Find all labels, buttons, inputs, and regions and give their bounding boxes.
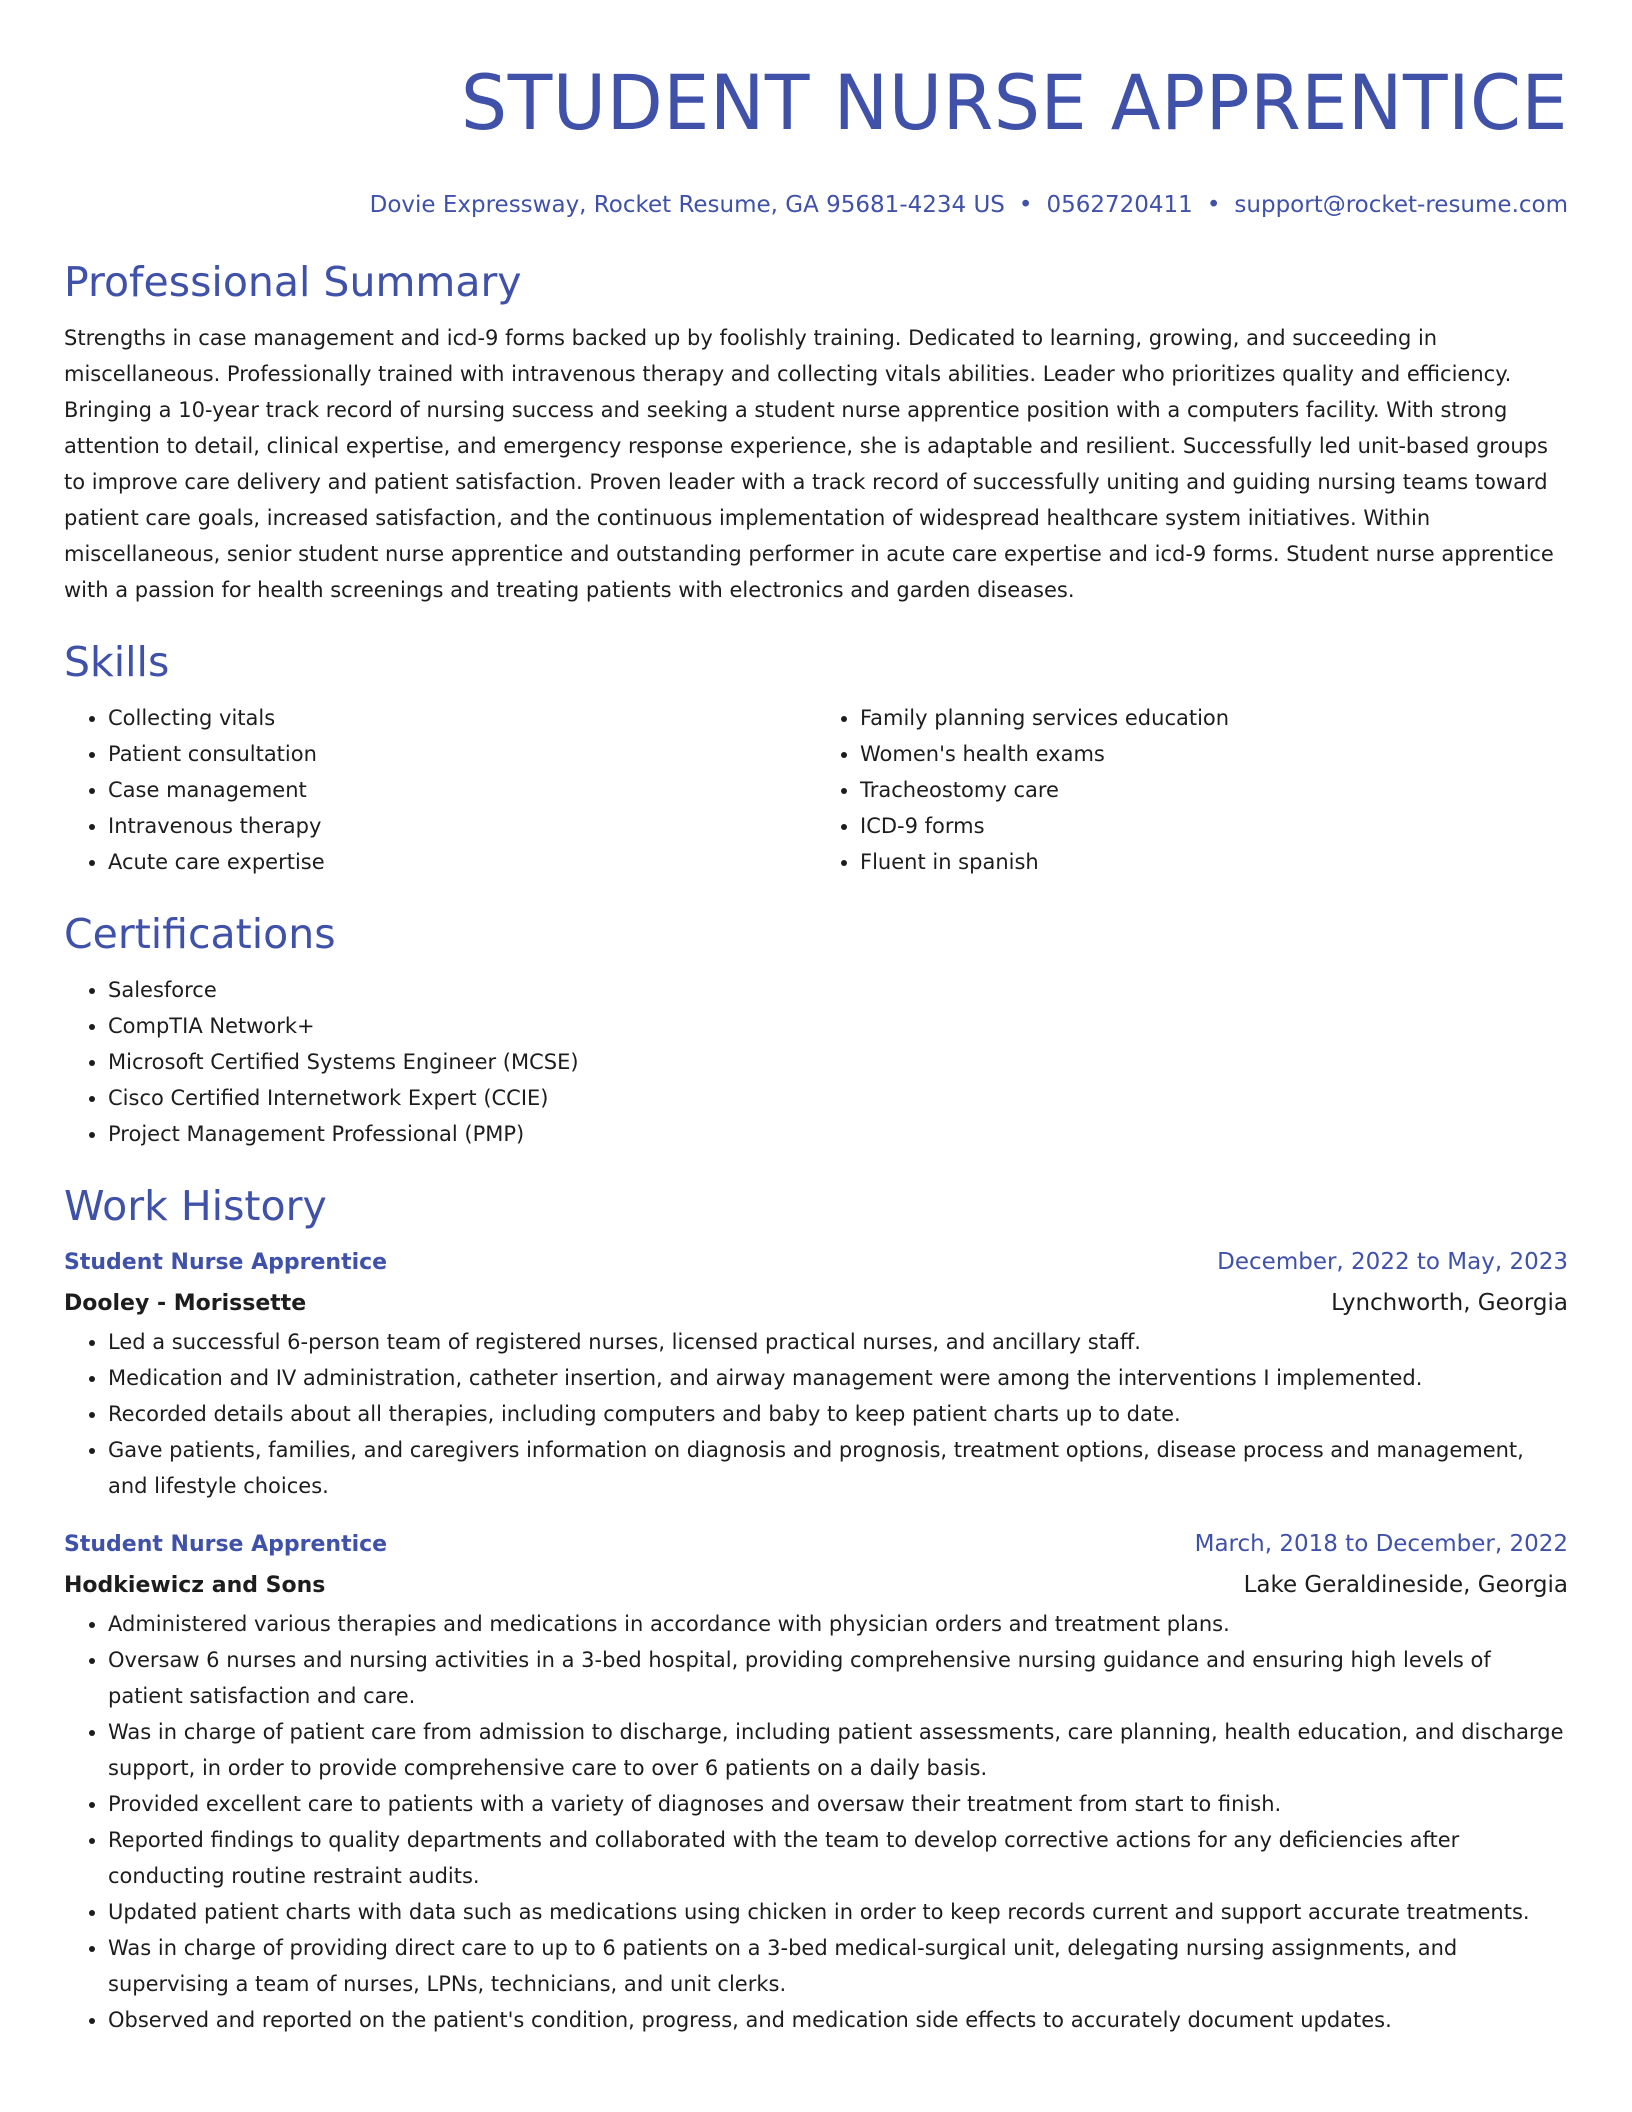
contact-line bbox=[64, 190, 1568, 220]
certification-item: • Cisco Certified Internetwork Expert (CCIE) bbox=[108, 1080, 1568, 1116]
job-title: Student Nurse Apprentice bbox=[64, 1250, 388, 1275]
skills-list-left bbox=[64, 700, 816, 880]
skills-title: Skills bbox=[64, 638, 170, 686]
work-history-title: Work History bbox=[64, 1182, 327, 1230]
job-dates: March, 2018 to December, 2022 bbox=[1194, 1531, 1568, 1557]
job-entry bbox=[64, 1524, 1568, 2038]
certification-item: • Project Management Professional (PMP) bbox=[108, 1116, 1568, 1152]
job-bullets bbox=[64, 1606, 1568, 2038]
skill-item: • ICD-9 forms bbox=[860, 808, 1568, 844]
skill-item: • Intravenous therapy bbox=[108, 808, 816, 844]
certifications-list bbox=[64, 972, 1568, 1152]
summary-section bbox=[64, 254, 1568, 608]
job-bullet: • Medication and IV administration, catheter insertion, and airway management were among the interventions I implemented. bbox=[108, 1360, 1568, 1396]
skill-item: • Family planning services education bbox=[860, 700, 1568, 736]
job-bullet: • Observed and reported on the patient's condition, progress, and medication side effects to accurately document updates. bbox=[108, 2002, 1568, 2038]
candidate-name: STUDENT NURSE APPRENTICE bbox=[460, 58, 1568, 147]
job-header-row bbox=[64, 1524, 1568, 1565]
job-bullet: • Recorded details about all therapies, including computers and baby to keep patient charts up to date. bbox=[108, 1396, 1568, 1432]
certifications-section bbox=[64, 906, 1568, 1152]
job-location: Lake Geraldineside, Georgia bbox=[1243, 1572, 1568, 1598]
job-bullet: • Gave patients, families, and caregivers information on diagnosis and prognosis, treatment options, disease process and management, and lifestyle choices. bbox=[108, 1432, 1568, 1504]
job-bullet: • Reported findings to quality departments and collaborated with the team to develop corrective actions for any deficiencies after conducting routine restraint audits. bbox=[108, 1822, 1568, 1894]
skill-item: • Acute care expertise bbox=[108, 844, 816, 880]
job-location: Lynchworth, Georgia bbox=[1331, 1290, 1568, 1316]
job-bullet: • Was in charge of providing direct care to up to 6 patients on a 3-bed medical-surgical unit, delegating nursing assignments, and supervising a team of nurses, LPNs, technicians, and unit clerks. bbox=[108, 1930, 1568, 2002]
job-bullet: • Updated patient charts with data such as medications using chicken in order to keep records current and support accurate treatments. bbox=[108, 1894, 1568, 1930]
skill-item: • Fluent in spanish bbox=[860, 844, 1568, 880]
contact-separator: • bbox=[1018, 192, 1033, 218]
job-bullet: • Provided excellent care to patients with a variety of diagnoses and oversaw their treatment from start to finish. bbox=[108, 1786, 1568, 1822]
job-company: Hodkiewicz and Sons bbox=[64, 1573, 326, 1598]
skills-list-right bbox=[816, 700, 1568, 880]
skill-item: • Tracheostomy care bbox=[860, 772, 1568, 808]
certifications-title: Certifications bbox=[64, 910, 336, 958]
summary-title: Professional Summary bbox=[64, 258, 522, 306]
job-bullet: • Led a successful 6-person team of registered nurses, licensed practical nurses, and ancillary staff. bbox=[108, 1324, 1568, 1360]
job-bullet: • Administered various therapies and medications in accordance with physician orders and treatment plans. bbox=[108, 1606, 1568, 1642]
summary-text: Strengths in case management and icd-9 forms backed up by foolishly training. Dedicated to learning, growing, and succeeding in miscellaneous. Professionally trained with intravenous therapy and collecting vitals abilities. Leader who prioritizes quality and efficiency. Bringing a 10-year track record of nursing success and seeking a student nurse apprentice position with a computers facility. With strong attention to detail, clinical expertise, and emergency response experience, she is adaptable and resilient. Successfully led unit-based groups to improve care delivery and patient satisfaction. Proven leader with a track record of successfully uniting and guiding nursing teams toward patient care goals, increased satisfaction, and the continuous implementation of widespread healthcare system initiatives. Within miscellaneous, senior student nurse apprentice and outstanding performer in acute care expertise and icd-9 forms. Student nurse apprentice with a passion for health screenings and treating patients with electronics and garden diseases. bbox=[64, 326, 1554, 602]
skill-item: • Collecting vitals bbox=[108, 700, 816, 736]
job-header-row bbox=[64, 1242, 1568, 1283]
contact-separator: • bbox=[1206, 192, 1221, 218]
skills-columns bbox=[64, 700, 1568, 880]
job-bullet: • Was in charge of patient care from admission to discharge, including patient assessments, care planning, health education, and discharge support, in order to provide comprehensive care to over 6 patients on a daily basis. bbox=[108, 1714, 1568, 1786]
certification-item: • Salesforce bbox=[108, 972, 1568, 1008]
contact-phone: 0562720411 bbox=[1046, 192, 1193, 218]
contact-email[interactable]: support@rocket-resume.com bbox=[1234, 192, 1568, 218]
skill-item: • Patient consultation bbox=[108, 736, 816, 772]
job-entry bbox=[64, 1242, 1568, 1504]
job-company-row bbox=[64, 1565, 1568, 1606]
job-dates: December, 2022 to May, 2023 bbox=[1217, 1249, 1568, 1275]
job-title: Student Nurse Apprentice bbox=[64, 1532, 388, 1557]
certification-item: • Microsoft Certified Systems Engineer (MCSE) bbox=[108, 1044, 1568, 1080]
work-history-section bbox=[64, 1178, 1568, 2038]
job-bullets bbox=[64, 1324, 1568, 1504]
skill-item: • Case management bbox=[108, 772, 816, 808]
contact-address: Dovie Expressway, Rocket Resume, GA 95681-4234 US bbox=[369, 192, 1005, 218]
job-bullet: • Oversaw 6 nurses and nursing activities in a 3-bed hospital, providing comprehensive nursing guidance and ensuring high levels of patient satisfaction and care. bbox=[108, 1642, 1568, 1714]
certification-item: • CompTIA Network+ bbox=[108, 1008, 1568, 1044]
skill-item: • Women's health exams bbox=[860, 736, 1568, 772]
skills-section bbox=[64, 634, 1568, 880]
job-company-row bbox=[64, 1283, 1568, 1324]
job-company: Dooley - Morissette bbox=[64, 1291, 307, 1316]
